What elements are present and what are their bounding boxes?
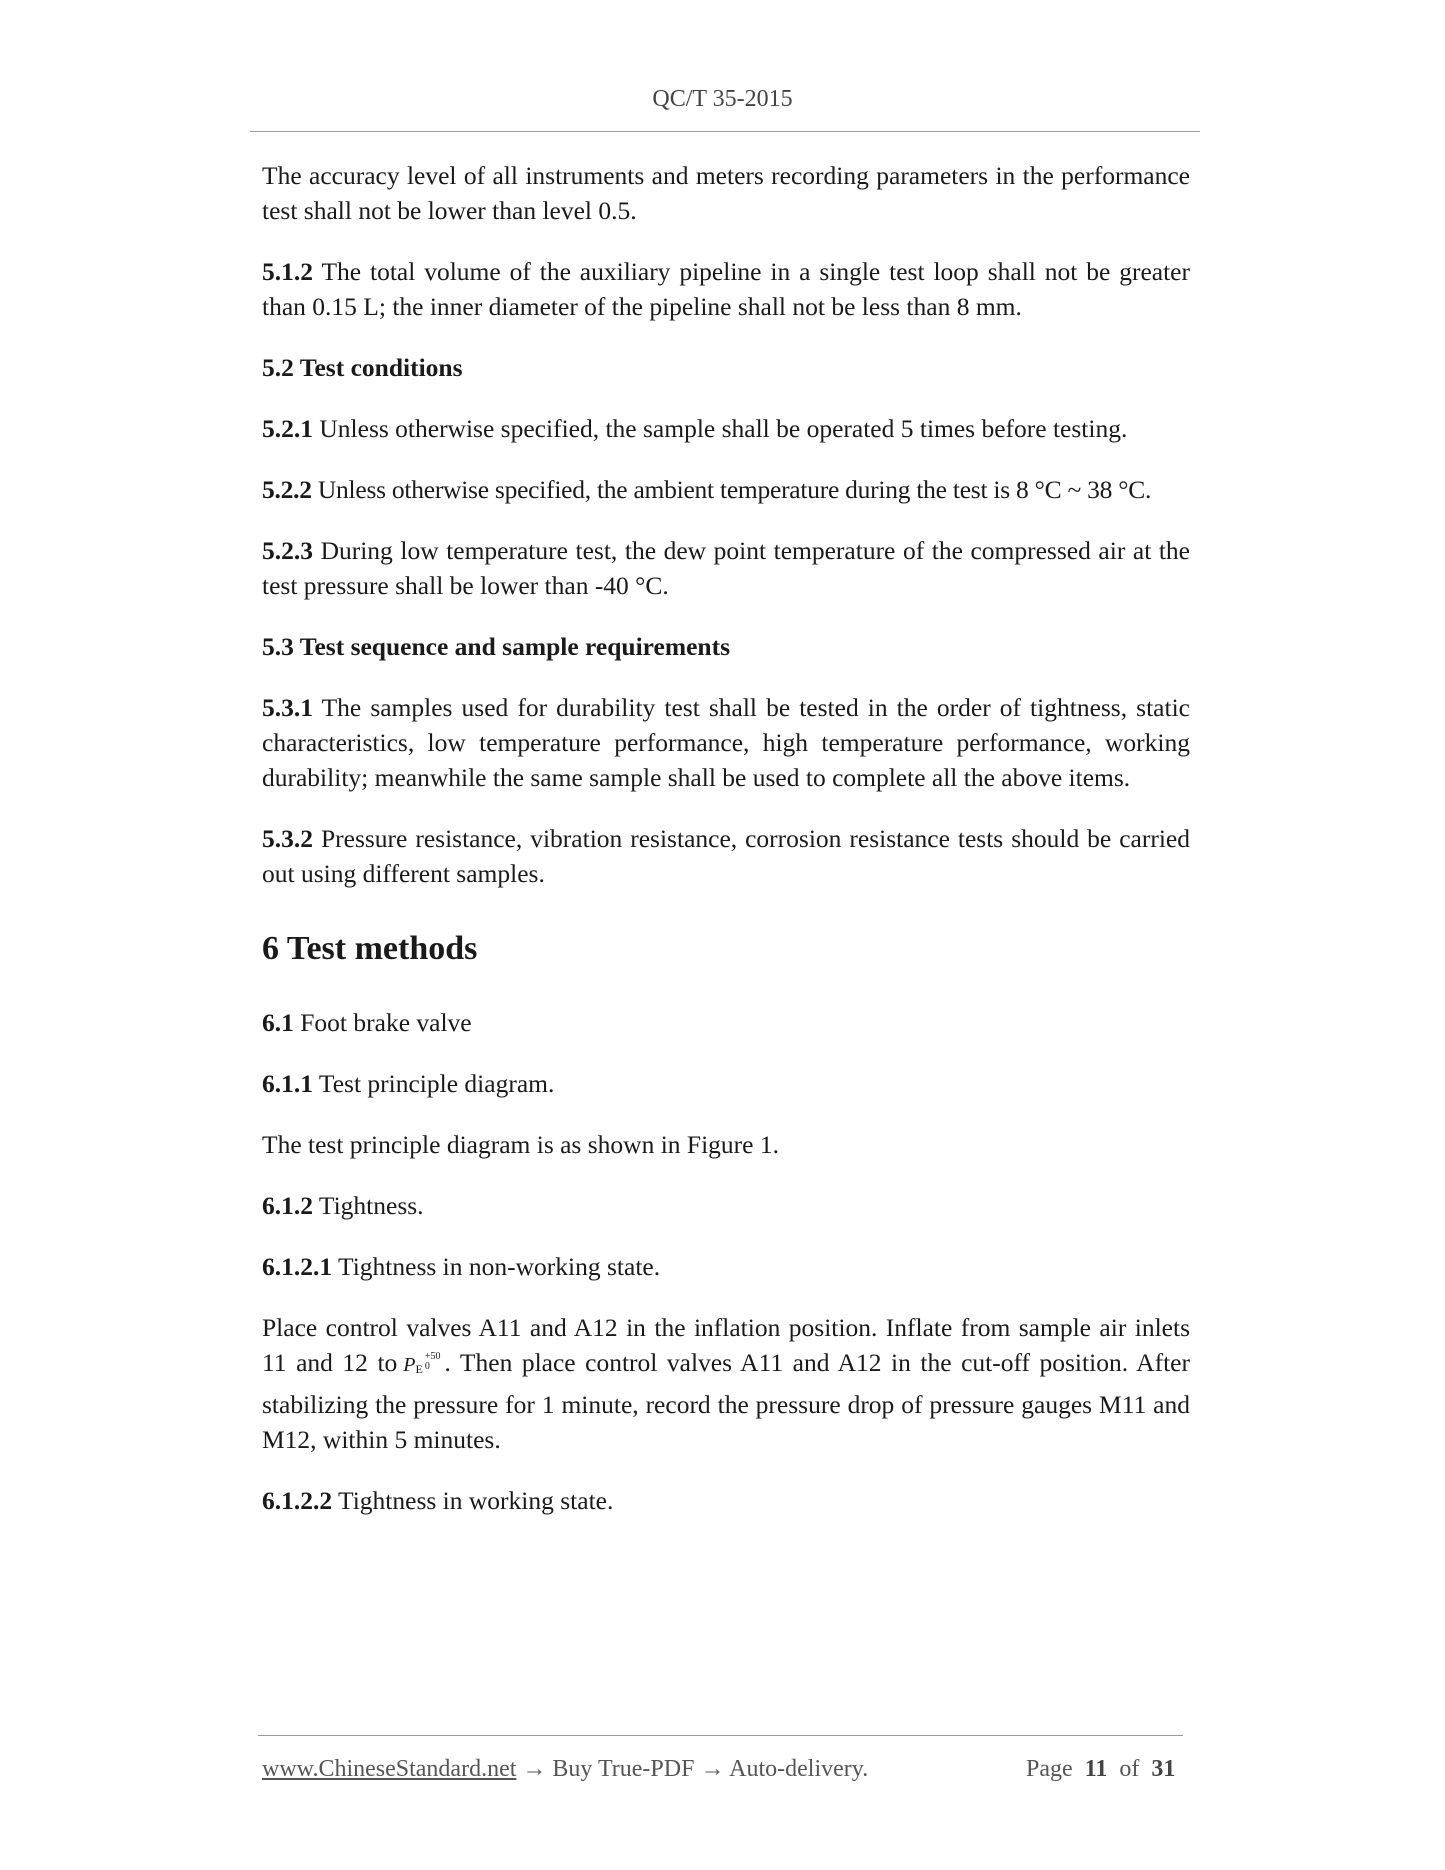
heading-5-2: 5.2 Test conditions [262,353,463,382]
paragraph-tightness-procedure [262,1310,1190,1457]
clause-text: The total volume of the auxiliary pipeline in a single test loop shall not be greater than 0.15 L; the inner diameter of the pipeline shall not be less than 8 mm. [262,257,1190,321]
footer-divider [258,1735,1183,1736]
auto-delivery-text: Auto-delivery. [729,1756,869,1782]
heading-5-3: 5.3 Test sequence and sample requirements [262,632,731,661]
clause-text: Foot brake valve [293,1008,472,1037]
formula-subscript: E [415,1362,423,1376]
document-code-header: QC/T 35-2015 [652,86,793,112]
section-title-6: 6 Test methods [262,930,478,967]
paragraph-6-1-2-1 [262,1249,1190,1284]
clause-number: 6.1.2.1 [262,1252,333,1281]
clause-text: Test principle diagram. [313,1069,555,1098]
tolerance-upper: +50 [424,1351,441,1362]
paragraph-5-3-1 [262,690,1190,795]
paragraph-6-1-1 [262,1066,1190,1101]
paragraph-accuracy: The accuracy level of all instruments and meters recording parameters in the performance test shall not be lower than level 0.5. [262,161,1190,225]
page-of-label: of [1119,1756,1140,1782]
paragraph-5-2-3 [262,533,1190,603]
site-link[interactable]: www.ChineseStandard.net [262,1756,517,1782]
clause-number: 6.1.2 [262,1191,313,1220]
footer-links [262,1756,868,1783]
clause-text: During low temperature test, the dew point temperature of the compressed air at the test pressure shall be lower than -40 °C. [262,536,1190,600]
clause-text: Unless otherwise specified, the ambient temperature during the test is 8 °C ~ 38 °C. [311,475,1152,504]
arrow-icon: → [694,1756,730,1782]
clause-text: Pressure resistance, vibration resistance, corrosion resistance tests should be carried out using different samples. [262,824,1190,888]
formula-symbol: P [403,1354,416,1376]
clause-text: Tightness in non-working state. [332,1252,661,1281]
paragraph-5-2-2 [262,472,1190,507]
clause-text: The samples used for durability test shall be tested in the order of tightness, static characteristics, low temperature performance, high temperature performance, working durability; meanwhile the same sample shall be used to complete all the above items. [262,693,1190,792]
document-body [262,158,1190,1544]
clause-text: Tightness in working state. [332,1486,614,1515]
page-label: Page [1026,1756,1073,1782]
procedure-text-b: . Then place control valves A11 and A12 in the cut-off position. After stabilizing the pressure for 1 minute, record the pressure drop of pressure gauges M11 and M12, within 5 minutes. [262,1348,1190,1454]
clause-number: 6.1.2.2 [262,1486,333,1515]
page-current: 11 [1084,1756,1108,1782]
paragraph-figure-reference: The test principle diagram is as shown in Figure 1. [262,1130,779,1159]
paragraph-5-1-2 [262,254,1190,324]
paragraph-6-1-2 [262,1188,1190,1223]
clause-number: 5.3.1 [262,693,313,722]
clause-text: Unless otherwise specified, the sample shall be operated 5 times before testing. [313,414,1128,443]
tolerance-lower: 0 [424,1361,430,1372]
paragraph-6-1 [262,1005,1190,1040]
pressure-formula [403,1351,441,1376]
page-total: 31 [1151,1756,1176,1782]
formula-tolerance [425,1352,441,1372]
buy-true-pdf-text: Buy True-PDF [552,1756,695,1782]
clause-number: 5.2.2 [262,475,312,504]
clause-number: 6.1.1 [262,1069,313,1098]
clause-number: 5.2.1 [262,414,313,443]
paragraph-5-3-2 [262,821,1190,891]
clause-text: Tightness. [313,1191,424,1220]
header-divider [250,131,1200,132]
clause-number: 6.1 [262,1008,294,1037]
arrow-icon: → [516,1756,553,1782]
clause-number: 5.3.2 [262,824,313,853]
clause-number: 5.1.2 [262,257,313,286]
page-number [1026,1756,1175,1783]
procedure-text-a: Place control valves A11 and A12 in the inflation position. Inflate from sample air inlets 11 and 12 to [262,1313,1190,1377]
paragraph-6-1-2-2 [262,1483,1190,1518]
paragraph-5-2-1 [262,411,1190,446]
clause-number: 5.2.3 [262,536,313,565]
